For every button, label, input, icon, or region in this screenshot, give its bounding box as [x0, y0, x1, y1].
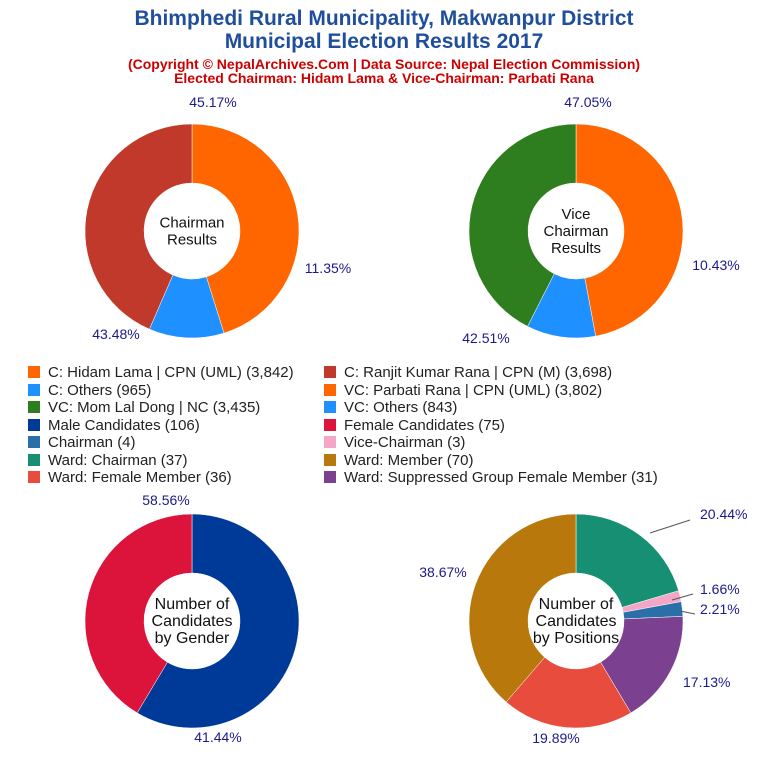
- donut-center-label: by Gender: [154, 630, 230, 647]
- legend-label: Ward: Chairman (37): [48, 451, 188, 469]
- donut-slice: [576, 514, 679, 607]
- slice-percent-label: 17.13%: [683, 674, 731, 690]
- slice-percent-label: 42.51%: [462, 330, 510, 346]
- slice-percent-label: 43.48%: [92, 326, 140, 342]
- leader-line: [650, 520, 690, 533]
- slice-percent-label: 2.21%: [700, 601, 740, 617]
- legend-swatch: [28, 419, 40, 431]
- legend-item: [28, 382, 151, 400]
- legend-item: [324, 434, 465, 452]
- legend-item: [28, 452, 187, 470]
- copyright-subtitle: (Copyright © NepalArchives.Com | Data Source: Nepal Election Commission): [127, 56, 641, 72]
- legend-label: C: Ranjit Kumar Rana | CPN (M) (3,698): [344, 364, 613, 381]
- legend-label: Chairman (4): [48, 434, 136, 451]
- slice-percent-label: 19.89%: [532, 730, 580, 746]
- donut-center-label: Results: [166, 231, 218, 249]
- legend-swatch: [324, 419, 336, 431]
- legend-label: Vice-Chairman (3): [344, 434, 466, 451]
- donut-center-label: Chairman: [159, 214, 225, 232]
- legend-label: VC: Mom Lal Dong | NC (3,435): [48, 399, 261, 416]
- elected-subtitle: Elected Chairman: Hidam Lama & Vice-Chairman: Parbati Rana: [174, 70, 594, 86]
- legend-label: C: Others (965): [48, 381, 152, 399]
- donut-center-label: Candidates: [151, 613, 233, 630]
- legend-label: VC: Parbati Rana | CPN (UML) (3,802): [344, 381, 603, 399]
- legend-item: [324, 452, 473, 470]
- slice-percent-label: 11.35%: [304, 260, 352, 276]
- donut-center-label: Results: [550, 240, 602, 257]
- legend-item: [28, 417, 200, 435]
- legend-label: Male Candidates (106): [48, 416, 200, 434]
- legend-item: [28, 399, 260, 417]
- legend-swatch: [28, 436, 40, 448]
- donut-center-label: Number of: [538, 596, 614, 613]
- legend-label: Ward: Suppressed Group Female Member (31): [344, 469, 658, 486]
- legend-swatch: [324, 401, 336, 413]
- legend-item: [324, 364, 612, 382]
- slice-percent-label: 1.66%: [700, 581, 740, 597]
- legend-item: [324, 469, 658, 487]
- donut-center-label: Candidates: [535, 613, 617, 630]
- slice-percent-label: 10.43%: [692, 257, 740, 273]
- slice-percent-label: 58.56%: [142, 492, 190, 508]
- legend-swatch: [324, 366, 336, 378]
- legend-swatch: [28, 384, 40, 396]
- chart-title-line1: Bhimphedi Rural Municipality, Makwanpur District: [134, 7, 634, 30]
- slice-percent-label: 41.44%: [194, 729, 242, 745]
- legend-swatch: [324, 471, 336, 483]
- legend-label: Ward: Female Member (36): [48, 469, 232, 486]
- legend-item: [28, 469, 232, 487]
- donut-center-label: Vice: [561, 206, 591, 223]
- legend-label: C: Hidam Lama | CPN (UML) (3,842): [48, 364, 294, 381]
- legend-item: [324, 399, 457, 417]
- slice-percent-label: 38.67%: [419, 564, 467, 580]
- legend-item: [324, 382, 602, 400]
- legend-swatch: [28, 366, 40, 378]
- slice-percent-label: 20.44%: [700, 506, 748, 522]
- donut-center-label: by Positions: [532, 630, 620, 647]
- donut-center-label: Number of: [154, 596, 230, 613]
- legend-item: [28, 364, 294, 382]
- legend-swatch: [324, 384, 336, 396]
- legend-label: VC: Others (843): [344, 399, 458, 416]
- legend-item: [28, 434, 136, 452]
- legend-swatch: [28, 401, 40, 413]
- legend-swatch: [28, 454, 40, 466]
- legend-item: [324, 417, 505, 435]
- legend-label: Female Candidates (75): [344, 416, 505, 434]
- slice-percent-label: 45.17%: [189, 94, 237, 110]
- chart-title-line2: Municipal Election Results 2017: [224, 30, 544, 53]
- legend-label: Ward: Member (70): [344, 451, 474, 469]
- legend-swatch: [324, 436, 336, 448]
- donut-center-label: Chairman: [543, 223, 609, 240]
- legend-swatch: [28, 471, 40, 483]
- slice-percent-label: 47.05%: [564, 94, 612, 110]
- legend-swatch: [324, 454, 336, 466]
